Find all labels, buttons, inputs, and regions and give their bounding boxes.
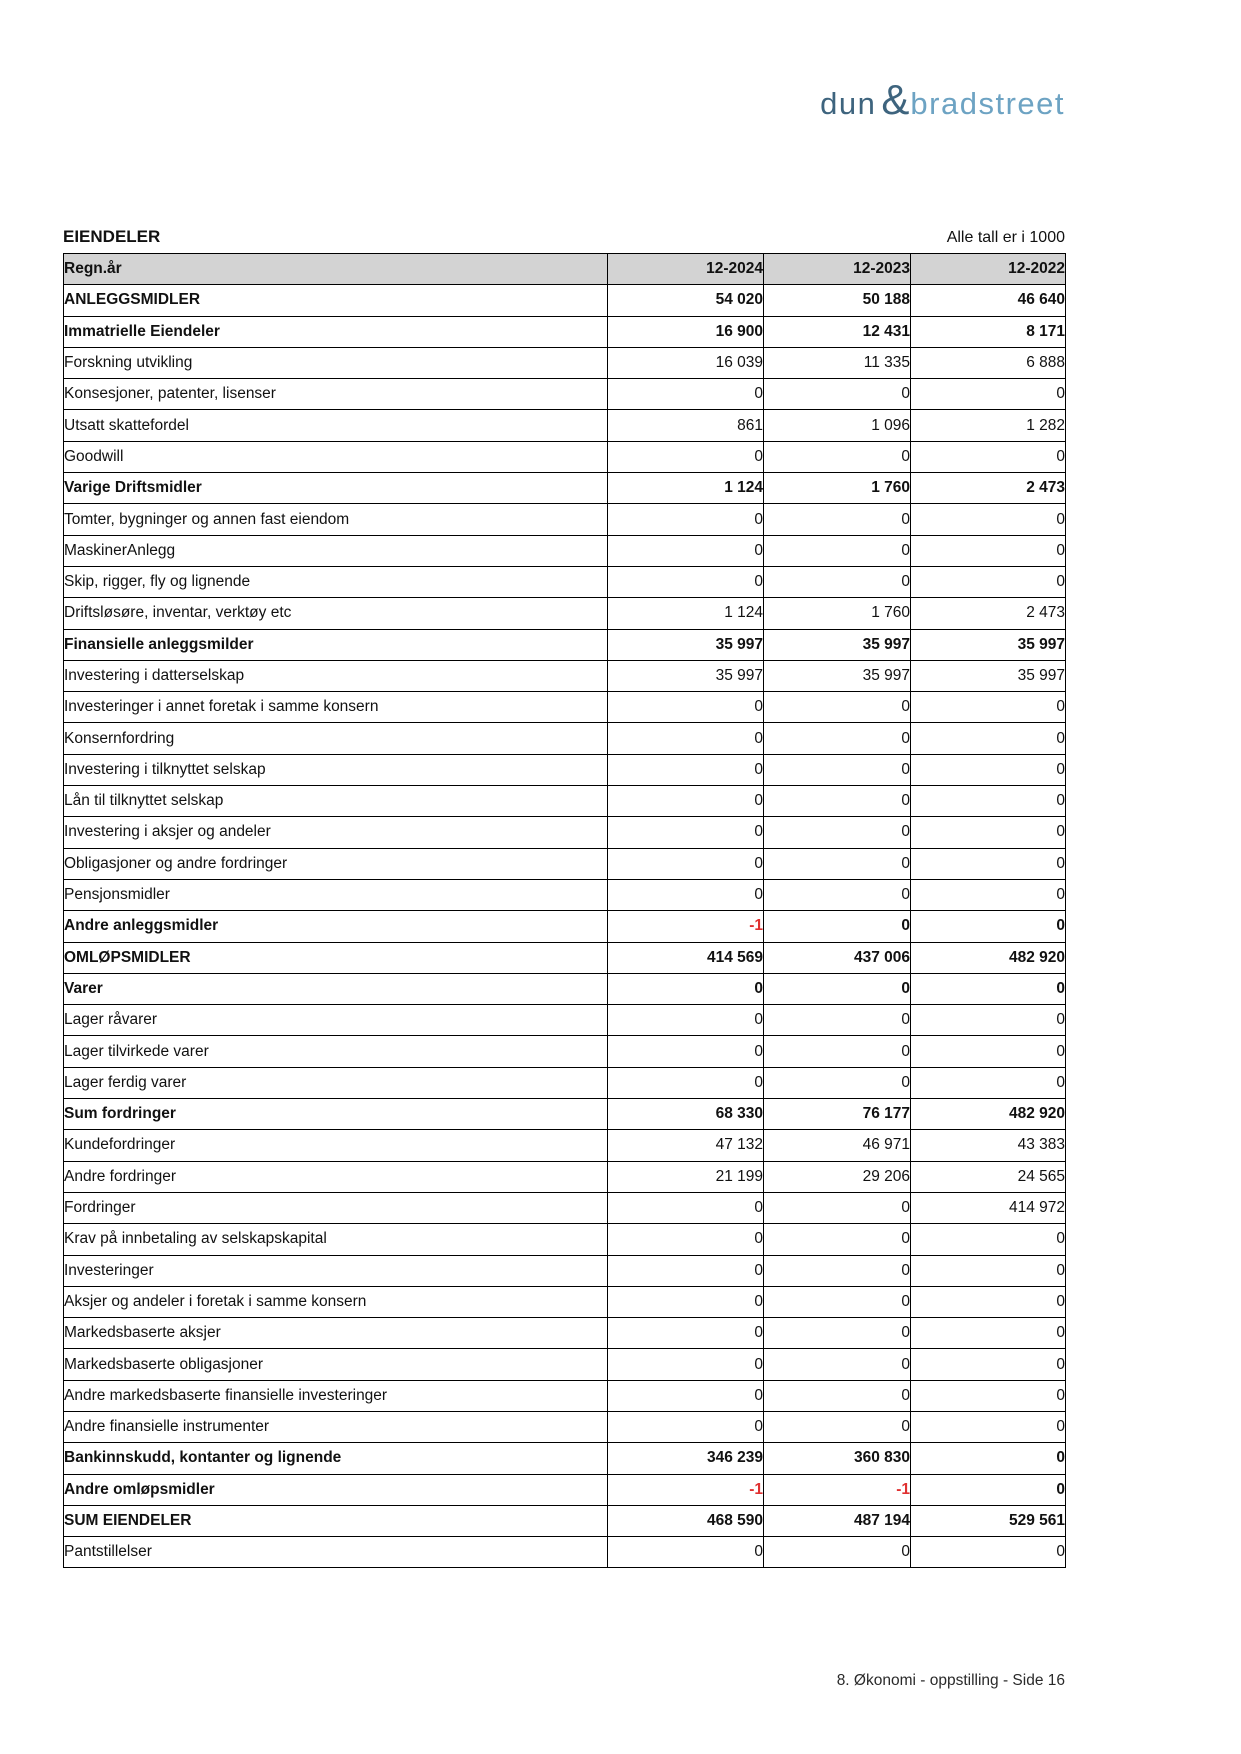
table-row bbox=[64, 1036, 1066, 1067]
row-label: Markedsbaserte obligasjoner bbox=[64, 1349, 608, 1380]
row-value: 0 bbox=[764, 911, 911, 942]
row-value: 0 bbox=[608, 441, 764, 472]
row-value: 54 020 bbox=[608, 285, 764, 316]
row-label: Lager tilvirkede varer bbox=[64, 1036, 608, 1067]
row-value: 0 bbox=[764, 1005, 911, 1036]
row-value: 0 bbox=[608, 1192, 764, 1223]
row-value: 0 bbox=[764, 1537, 911, 1568]
row-value: 0 bbox=[911, 1286, 1066, 1317]
row-value: 0 bbox=[911, 1067, 1066, 1098]
row-value: 47 132 bbox=[608, 1130, 764, 1161]
table-row bbox=[64, 347, 1066, 378]
row-value: 24 565 bbox=[911, 1161, 1066, 1192]
row-value: 46 971 bbox=[764, 1130, 911, 1161]
table-row bbox=[64, 1067, 1066, 1098]
row-value: 0 bbox=[608, 1286, 764, 1317]
row-value: 21 199 bbox=[608, 1161, 764, 1192]
row-label: Varige Driftsmidler bbox=[64, 473, 608, 504]
row-label: Immatrielle Eiendeler bbox=[64, 316, 608, 347]
column-header-12-2024: 12-2024 bbox=[608, 254, 764, 285]
row-value: 0 bbox=[911, 692, 1066, 723]
row-value: 0 bbox=[608, 1349, 764, 1380]
table-body bbox=[64, 285, 1066, 1568]
column-header-regnar: Regn.år bbox=[64, 254, 608, 285]
row-value: 0 bbox=[911, 1537, 1066, 1568]
row-value: 0 bbox=[911, 379, 1066, 410]
row-value: 0 bbox=[911, 973, 1066, 1004]
row-value: 0 bbox=[764, 1067, 911, 1098]
row-value: 0 bbox=[911, 786, 1066, 817]
table-row bbox=[64, 1286, 1066, 1317]
row-value: 0 bbox=[764, 1286, 911, 1317]
row-value: 12 431 bbox=[764, 316, 911, 347]
row-label: MaskinerAnlegg bbox=[64, 535, 608, 566]
row-label: Pensjonsmidler bbox=[64, 879, 608, 910]
row-value: 35 997 bbox=[608, 629, 764, 660]
table-row bbox=[64, 692, 1066, 723]
row-value: 1 124 bbox=[608, 473, 764, 504]
row-value: 482 920 bbox=[911, 942, 1066, 973]
row-label: Krav på innbetaling av selskapskapital bbox=[64, 1224, 608, 1255]
row-value: 0 bbox=[608, 973, 764, 1004]
table-row bbox=[64, 535, 1066, 566]
row-value: 0 bbox=[764, 1224, 911, 1255]
row-label: Goodwill bbox=[64, 441, 608, 472]
row-value: 0 bbox=[911, 566, 1066, 597]
row-value: 0 bbox=[608, 379, 764, 410]
table-row bbox=[64, 473, 1066, 504]
row-value: 35 997 bbox=[764, 660, 911, 691]
row-label: Kundefordringer bbox=[64, 1130, 608, 1161]
table-row bbox=[64, 973, 1066, 1004]
row-value: 0 bbox=[608, 817, 764, 848]
row-value: 0 bbox=[608, 1067, 764, 1098]
row-label: Investeringer bbox=[64, 1255, 608, 1286]
row-value: 2 473 bbox=[911, 598, 1066, 629]
row-label: Andre finansielle instrumenter bbox=[64, 1411, 608, 1442]
section-header bbox=[63, 227, 1065, 247]
table-row bbox=[64, 1380, 1066, 1411]
row-value: 0 bbox=[764, 441, 911, 472]
table-row bbox=[64, 1130, 1066, 1161]
row-label: Finansielle anleggsmilder bbox=[64, 629, 608, 660]
row-label: Konsesjoner, patenter, lisenser bbox=[64, 379, 608, 410]
balance-sheet-table bbox=[63, 253, 1066, 1568]
table-row bbox=[64, 504, 1066, 535]
row-value: 0 bbox=[911, 1318, 1066, 1349]
row-value: 0 bbox=[608, 1005, 764, 1036]
row-value: 35 997 bbox=[608, 660, 764, 691]
row-value: 0 bbox=[608, 786, 764, 817]
row-value: 0 bbox=[608, 504, 764, 535]
row-value: 46 640 bbox=[911, 285, 1066, 316]
row-value: -1 bbox=[764, 1474, 911, 1505]
row-value: 0 bbox=[911, 504, 1066, 535]
table-row bbox=[64, 410, 1066, 441]
row-value: 76 177 bbox=[764, 1099, 911, 1130]
row-value: 0 bbox=[764, 1318, 911, 1349]
row-value: 487 194 bbox=[764, 1505, 911, 1536]
table-row bbox=[64, 848, 1066, 879]
row-value: 0 bbox=[911, 817, 1066, 848]
row-value: 0 bbox=[911, 441, 1066, 472]
row-value: 0 bbox=[608, 1224, 764, 1255]
row-value: 0 bbox=[608, 848, 764, 879]
row-value: 0 bbox=[608, 1318, 764, 1349]
row-value: 0 bbox=[608, 535, 764, 566]
row-value: 0 bbox=[764, 723, 911, 754]
row-value: 360 830 bbox=[764, 1443, 911, 1474]
row-label: Lån til tilknyttet selskap bbox=[64, 786, 608, 817]
row-value: 414 569 bbox=[608, 942, 764, 973]
table-row bbox=[64, 1443, 1066, 1474]
row-value: 50 188 bbox=[764, 285, 911, 316]
row-value: 0 bbox=[764, 848, 911, 879]
table-row bbox=[64, 285, 1066, 316]
row-value: 0 bbox=[764, 1036, 911, 1067]
row-value: 1 760 bbox=[764, 598, 911, 629]
row-value: 414 972 bbox=[911, 1192, 1066, 1223]
row-value: 16 039 bbox=[608, 347, 764, 378]
row-value: 0 bbox=[911, 1005, 1066, 1036]
table-row bbox=[64, 1161, 1066, 1192]
row-value: 0 bbox=[608, 692, 764, 723]
row-value: 0 bbox=[911, 1349, 1066, 1380]
row-value: 0 bbox=[764, 1349, 911, 1380]
row-label: Investering i datterselskap bbox=[64, 660, 608, 691]
row-value: 0 bbox=[764, 1411, 911, 1442]
table-row bbox=[64, 723, 1066, 754]
page-footer: 8. Økonomi - oppstilling - Side 16 bbox=[836, 1672, 1065, 1689]
table-header-row bbox=[64, 254, 1066, 285]
table-row bbox=[64, 1224, 1066, 1255]
column-header-12-2023: 12-2023 bbox=[764, 254, 911, 285]
row-value: 0 bbox=[608, 566, 764, 597]
row-label: Markedsbaserte aksjer bbox=[64, 1318, 608, 1349]
row-value: 0 bbox=[911, 723, 1066, 754]
table-row bbox=[64, 911, 1066, 942]
row-value: 0 bbox=[911, 535, 1066, 566]
page-title: EIENDELER bbox=[63, 227, 161, 246]
row-value: 0 bbox=[764, 1192, 911, 1223]
row-value: 0 bbox=[911, 1224, 1066, 1255]
row-label: Aksjer og andeler i foretak i samme konsern bbox=[64, 1286, 608, 1317]
row-label: Andre markedsbaserte finansielle investeringer bbox=[64, 1380, 608, 1411]
row-value: 0 bbox=[608, 1411, 764, 1442]
row-value: 0 bbox=[764, 754, 911, 785]
row-value: 529 561 bbox=[911, 1505, 1066, 1536]
table-row bbox=[64, 942, 1066, 973]
table-row bbox=[64, 441, 1066, 472]
row-value: 0 bbox=[911, 848, 1066, 879]
row-value: 0 bbox=[764, 535, 911, 566]
row-value: 0 bbox=[764, 786, 911, 817]
row-value: 0 bbox=[608, 879, 764, 910]
row-label: ANLEGGSMIDLER bbox=[64, 285, 608, 316]
row-value: 0 bbox=[608, 1537, 764, 1568]
table-row bbox=[64, 316, 1066, 347]
row-value: 0 bbox=[608, 1036, 764, 1067]
row-value: 0 bbox=[911, 1443, 1066, 1474]
row-value: 1 760 bbox=[764, 473, 911, 504]
logo-ampersand-icon: & bbox=[881, 76, 910, 123]
row-label: Andre fordringer bbox=[64, 1161, 608, 1192]
row-label: Utsatt skattefordel bbox=[64, 410, 608, 441]
table-row bbox=[64, 1537, 1066, 1568]
row-value: 0 bbox=[911, 1036, 1066, 1067]
row-value: 0 bbox=[911, 1255, 1066, 1286]
table-row bbox=[64, 660, 1066, 691]
table-row bbox=[64, 1005, 1066, 1036]
row-value: 0 bbox=[764, 504, 911, 535]
row-label: Konsernfordring bbox=[64, 723, 608, 754]
row-label: Pantstillelser bbox=[64, 1537, 608, 1568]
table-row bbox=[64, 879, 1066, 910]
table-row bbox=[64, 1411, 1066, 1442]
row-label: Lager råvarer bbox=[64, 1005, 608, 1036]
row-value: 11 335 bbox=[764, 347, 911, 378]
row-label: Fordringer bbox=[64, 1192, 608, 1223]
row-label: Investering i aksjer og andeler bbox=[64, 817, 608, 848]
row-label: SUM EIENDELER bbox=[64, 1505, 608, 1536]
row-value: 437 006 bbox=[764, 942, 911, 973]
logo-text-bradstreet: bradstreet bbox=[910, 86, 1065, 121]
table-row bbox=[64, 1318, 1066, 1349]
row-label: Investeringer i annet foretak i samme konsern bbox=[64, 692, 608, 723]
row-value: 0 bbox=[764, 692, 911, 723]
table-row bbox=[64, 379, 1066, 410]
table-row bbox=[64, 1192, 1066, 1223]
row-value: 0 bbox=[764, 973, 911, 1004]
row-value: 0 bbox=[608, 723, 764, 754]
row-value: 35 997 bbox=[911, 629, 1066, 660]
row-value: 35 997 bbox=[911, 660, 1066, 691]
row-value: 0 bbox=[608, 1255, 764, 1286]
table-row bbox=[64, 1505, 1066, 1536]
row-label: Skip, rigger, fly og lignende bbox=[64, 566, 608, 597]
row-label: OMLØPSMIDLER bbox=[64, 942, 608, 973]
row-value: 0 bbox=[764, 879, 911, 910]
row-value: 29 206 bbox=[764, 1161, 911, 1192]
row-value: 0 bbox=[911, 1411, 1066, 1442]
dun-bradstreet-logo bbox=[63, 76, 1065, 124]
row-value: 68 330 bbox=[608, 1099, 764, 1130]
row-value: 35 997 bbox=[764, 629, 911, 660]
row-value: 8 171 bbox=[911, 316, 1066, 347]
row-label: Tomter, bygninger og annen fast eiendom bbox=[64, 504, 608, 535]
table-row bbox=[64, 1349, 1066, 1380]
row-value: 6 888 bbox=[911, 347, 1066, 378]
row-value: 1 096 bbox=[764, 410, 911, 441]
row-label: Bankinnskudd, kontanter og lignende bbox=[64, 1443, 608, 1474]
row-value: 43 383 bbox=[911, 1130, 1066, 1161]
row-label: Varer bbox=[64, 973, 608, 1004]
row-value: 0 bbox=[911, 754, 1066, 785]
logo-text-dun: dun bbox=[820, 86, 877, 121]
table-row bbox=[64, 566, 1066, 597]
row-label: Obligasjoner og andre fordringer bbox=[64, 848, 608, 879]
row-value: 468 590 bbox=[608, 1505, 764, 1536]
row-label: Driftsløsøre, inventar, verktøy etc bbox=[64, 598, 608, 629]
table-row bbox=[64, 1255, 1066, 1286]
row-value: -1 bbox=[608, 911, 764, 942]
row-value: 482 920 bbox=[911, 1099, 1066, 1130]
table-row bbox=[64, 629, 1066, 660]
row-value: 0 bbox=[764, 817, 911, 848]
row-value: 0 bbox=[764, 1380, 911, 1411]
table-row bbox=[64, 1474, 1066, 1505]
row-value: 0 bbox=[608, 1380, 764, 1411]
row-value: 0 bbox=[764, 379, 911, 410]
row-value: 1 124 bbox=[608, 598, 764, 629]
table-row bbox=[64, 598, 1066, 629]
row-value: 0 bbox=[911, 1380, 1066, 1411]
table-row bbox=[64, 817, 1066, 848]
row-value: 16 900 bbox=[608, 316, 764, 347]
row-label: Lager ferdig varer bbox=[64, 1067, 608, 1098]
units-note: Alle tall er i 1000 bbox=[946, 229, 1065, 246]
row-label: Andre anleggsmidler bbox=[64, 911, 608, 942]
table-row bbox=[64, 1099, 1066, 1130]
row-label: Forskning utvikling bbox=[64, 347, 608, 378]
row-value: 0 bbox=[911, 911, 1066, 942]
row-value: 861 bbox=[608, 410, 764, 441]
row-value: 346 239 bbox=[608, 1443, 764, 1474]
table-row bbox=[64, 786, 1066, 817]
row-value: 0 bbox=[764, 566, 911, 597]
row-value: 0 bbox=[764, 1255, 911, 1286]
row-label: Andre omløpsmidler bbox=[64, 1474, 608, 1505]
row-value: -1 bbox=[608, 1474, 764, 1505]
row-label: Investering i tilknyttet selskap bbox=[64, 754, 608, 785]
row-value: 2 473 bbox=[911, 473, 1066, 504]
row-value: 0 bbox=[911, 1474, 1066, 1505]
row-value: 0 bbox=[608, 754, 764, 785]
column-header-12-2022: 12-2022 bbox=[911, 254, 1066, 285]
table-row bbox=[64, 754, 1066, 785]
row-value: 1 282 bbox=[911, 410, 1066, 441]
row-label: Sum fordringer bbox=[64, 1099, 608, 1130]
row-value: 0 bbox=[911, 879, 1066, 910]
